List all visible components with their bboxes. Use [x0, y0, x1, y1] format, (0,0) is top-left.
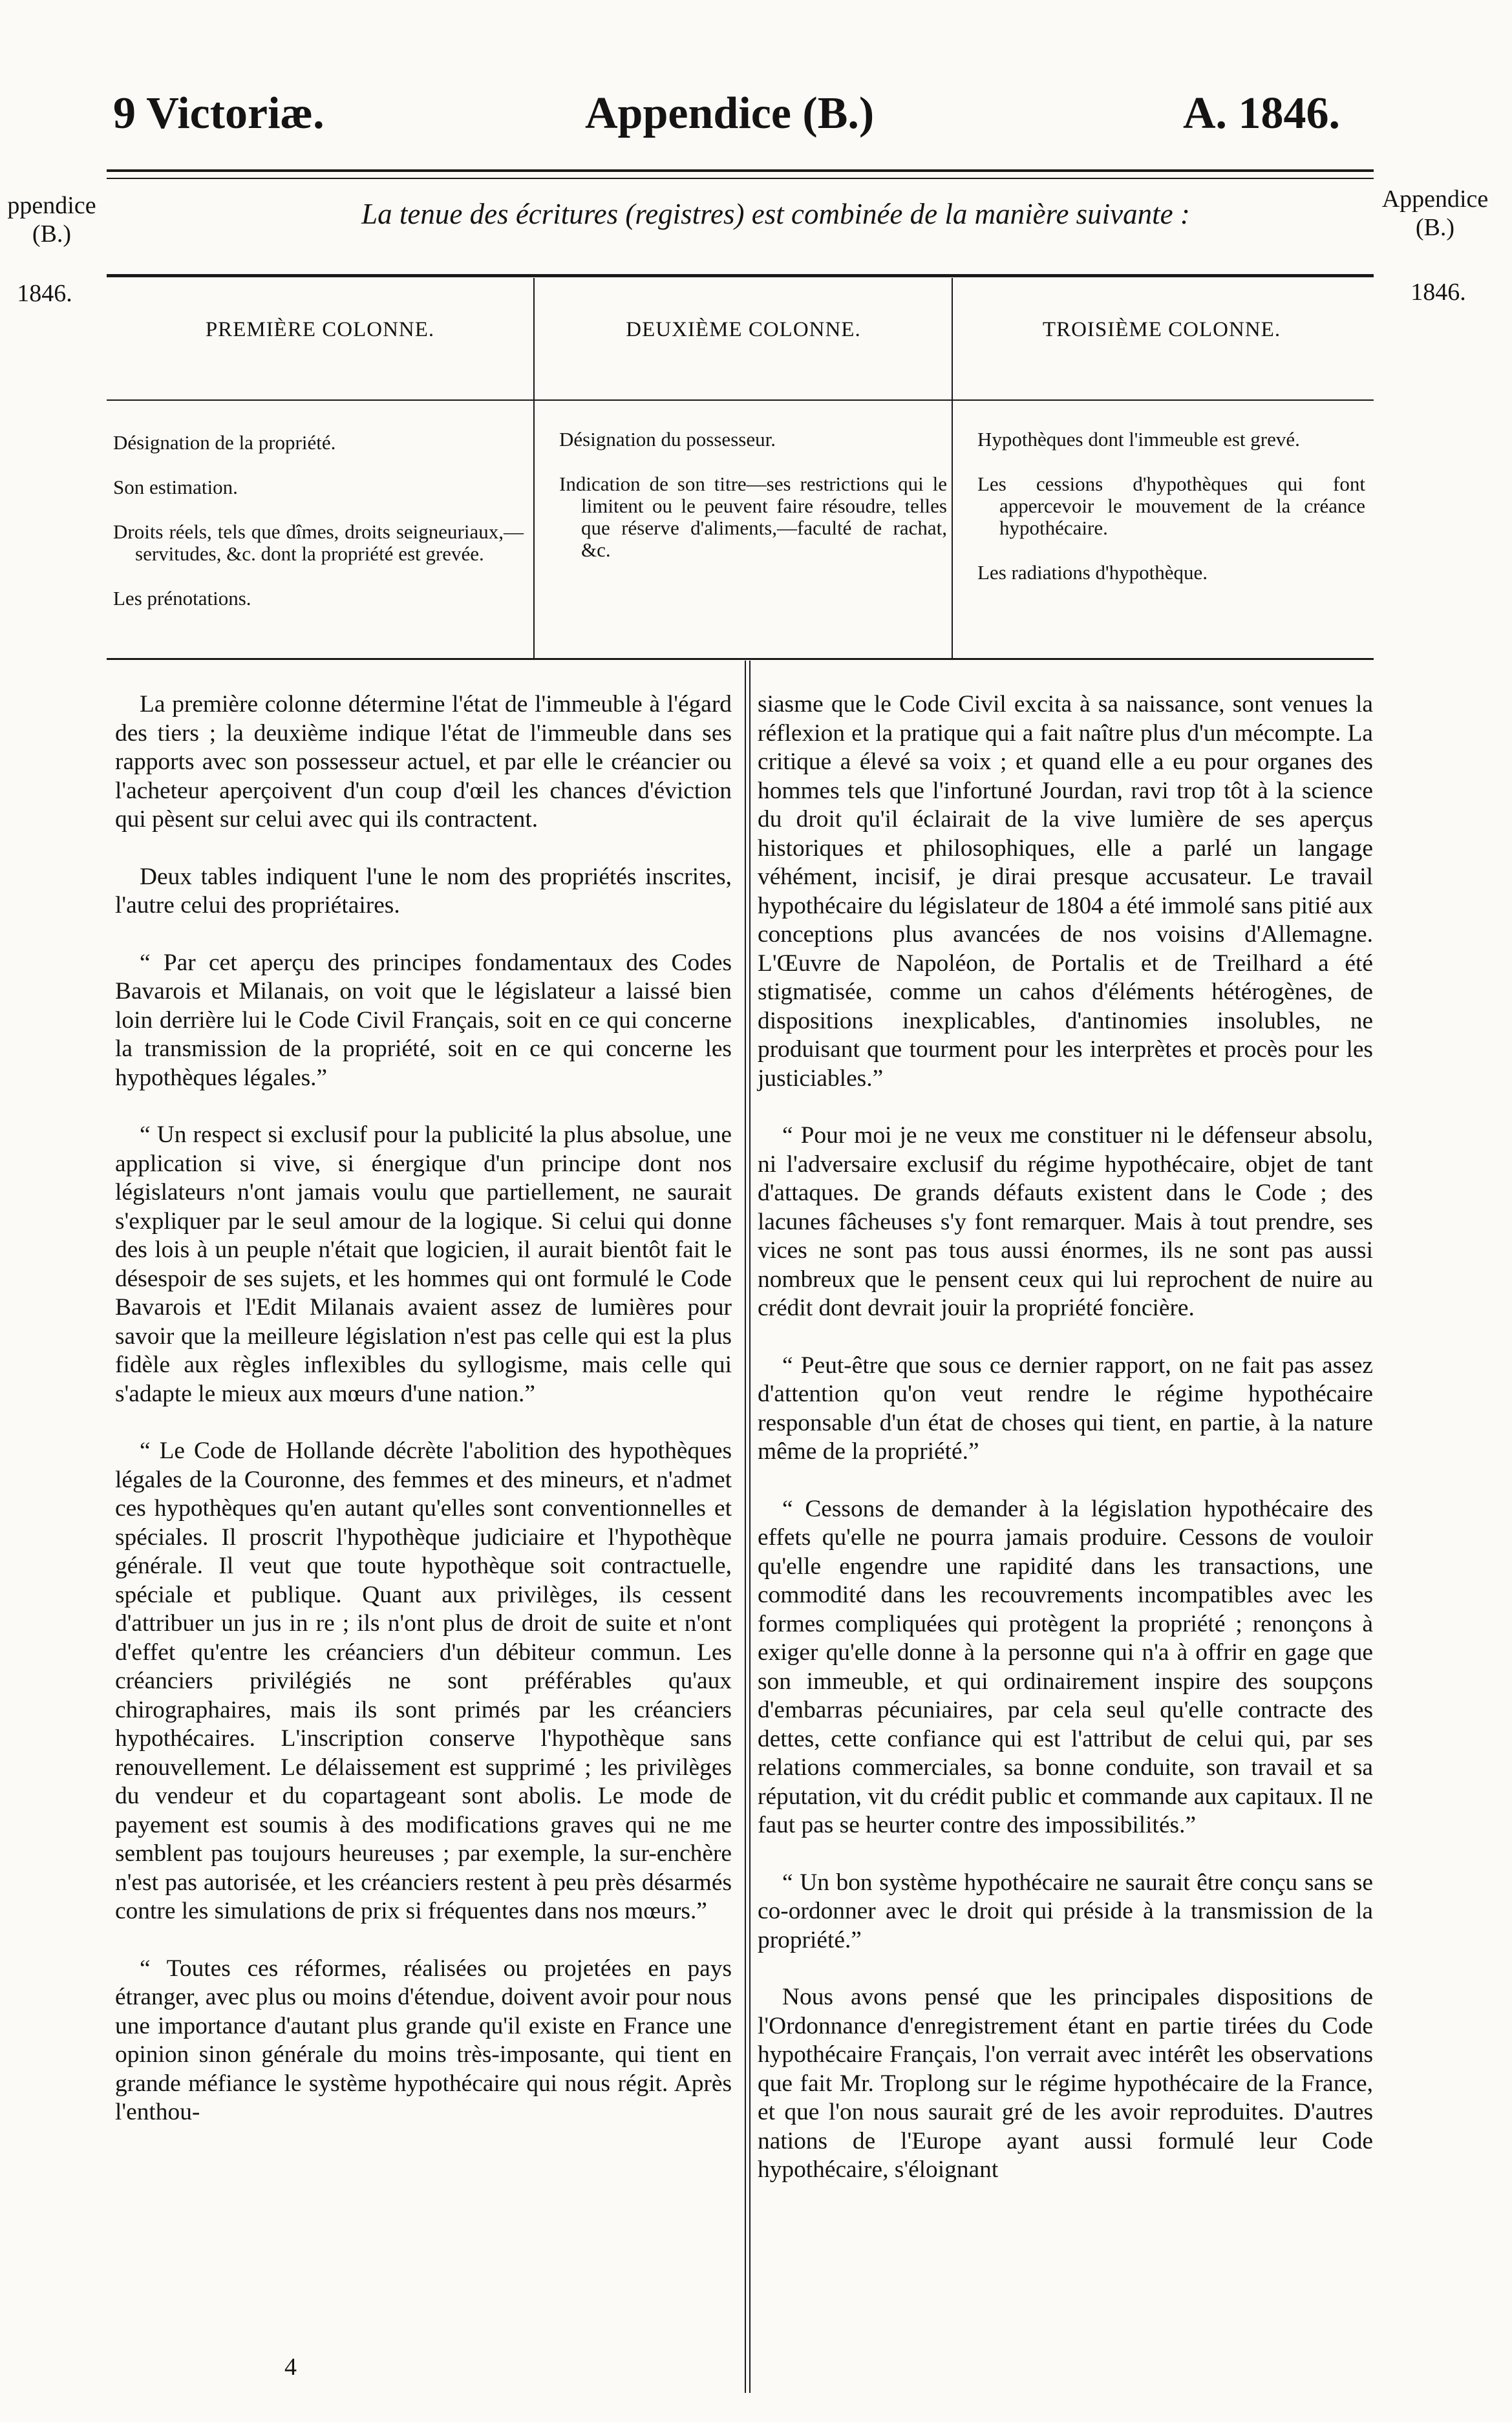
table-rule-bottom	[107, 658, 1374, 660]
table-col2-item: Indication de son titre—ses restrictions qui le limitent ou le peuvent faire résoudre, telles que réserve d'aliments,—faculté de rachat, &c.	[559, 473, 947, 561]
table-header-col1: PREMIÈRE COLONNE.	[205, 318, 435, 341]
header-rule-bottom	[107, 178, 1374, 179]
page-number: 4	[284, 2353, 297, 2381]
intro-sentence: La tenue des écritures (registres) est combinée de la manière suivante :	[361, 198, 1190, 230]
column-divider-left	[745, 661, 746, 2393]
margin-right-line2: (B.)	[1415, 214, 1455, 241]
margin-left-line1: ppendice	[7, 192, 96, 219]
table-rule-top	[107, 274, 1374, 277]
margin-left-year: 1846.	[17, 280, 72, 307]
margin-note-left	[0, 191, 103, 248]
body-right-column	[758, 690, 1373, 2185]
margin-note-right	[1364, 185, 1506, 242]
table-divider-2	[952, 278, 953, 659]
body-right-paragraph: siasme que le Code Civil excita à sa naissance, sont venues la réflexion et la pratique qui a fait naître plus d'un mécompte. La critique a élevé sa voix ; et quand elle a eu pour organes des hommes tels que l'infortuné Jourdan, ravi trop tôt à la science du droit qu'il éclairait de la vive lumière de ses aperçus historiques et philosophiques, elle a parlé un langage véhément, incisif, je dirai presque accusateur. Le travail hypothécaire du législateur de 1804 a été immolé sans pitié aux conceptions plus avancées de nos voisins d'Allemagne. L'Œuvre de Napoléon, de Portalis et de Treilhard a été stigmatisée, comme un cahos d'éléments hétérogènes, de dispositions inexplicables, d'antinomies insolubles, ne produisant que tourment pour les interprètes et procès pour les justiciables.”	[758, 691, 1373, 1092]
margin-right-line1: Appendice	[1381, 186, 1489, 213]
table-header-col2: DEUXIÈME COLONNE.	[626, 318, 861, 341]
table-divider-1	[533, 278, 535, 659]
body-left-column	[115, 690, 732, 2127]
table-cell-col1	[113, 432, 524, 632]
margin-left-line2: (B.)	[32, 220, 72, 248]
header-rule-top	[107, 169, 1374, 172]
table-col1-item: Désignation de la propriété.	[113, 431, 336, 454]
body-right-paragraph: “ Peut-être que sous ce dernier rapport, on ne fait pas assez d'attention qu'on veut rendre le régime hypothécaire responsable d'un état de choses qui tient, en partie, à la nature même de la propriété.”	[758, 1352, 1373, 1465]
table-col3-item: Les radiations d'hypothèque.	[977, 561, 1208, 584]
table-col3-item: Les cessions d'hypothèques qui font appercevoir le mouvement de la créance hypothécaire.	[977, 473, 1365, 539]
table-col1-item: Les prénotations.	[113, 587, 251, 610]
margin-right-year: 1846.	[1411, 279, 1466, 306]
table-col1-item: Droits réels, tels que dîmes, droits seigneuriaux,—servitudes, &c. dont la propriété est grevée.	[113, 520, 524, 565]
table-col3-item: Hypothèques dont l'immeuble est grevé.	[977, 428, 1300, 451]
body-left-paragraph: La première colonne détermine l'état de l'immeuble à l'égard des tiers ; la deuxième indique l'état de l'immeuble dans ses rapports avec son possesseur actuel, et par elle le créancier ou l'acheteur aperçoivent d'un coup d'œil les chances d'éviction qui pèsent sur celui avec qui ils contractent.	[115, 691, 732, 833]
body-left-paragraph: “ Toutes ces réformes, réalisées ou projetées en pays étranger, avec plus ou moins d'étendue, doivent avoir pour nous une importance d'autant plus grande qu'il existe en France une opinion sinon générale du moins très-imposante, qui tient en grande méfiance le système hypothécaire qui nous régit. Après l'enthou-	[115, 1955, 732, 2125]
body-left-paragraph: Deux tables indiquent l'une le nom des propriétés inscrites, l'autre celui des propriétaires.	[115, 863, 732, 919]
table-col2-item: Désignation du possesseur.	[559, 428, 776, 451]
body-right-paragraph: “ Cessons de demander à la législation hypothécaire des effets qu'elle ne pourra jamais produire. Cessons de vouloir qu'elle engendre une rapidité dans les transactions, une commodité dans les recouvrements incompatibles avec les formes compliquées qui protègent la propriété ; renonçons à exiger qu'elle donne à la personne qui n'a à offrir en gage que son immeuble, et qui ordinairement inspire des soupçons d'embarras pécuniaires, par cela seul qu'elle contracte des dettes, cette confiance qui est l'attribut de celui qui, par ses relations commerciales, sa bonne conduite, son travail et sa réputation, vit du crédit public et commande aux capitaux. Il ne faut pas se heurter contre des impossibilités.”	[758, 1495, 1373, 1838]
table-col1-item: Son estimation.	[113, 476, 238, 498]
body-right-paragraph: “ Pour moi je ne veux me constituer ni le défenseur absolu, ni l'adversaire exclusif du régime hypothécaire, objet de tant d'attaques. De grands défauts existent dans le Code ; des lacunes fâcheuses s'y font remarquer. Mais à tout prendre, ses vices ne sont pas tous aussi énormes, ils ne sont pas aussi nombreux que le pensent ceux qui lui reprochent de nuire au crédit dont devrait jouir la propriété foncière.	[758, 1122, 1373, 1321]
header-right: A. 1846.	[1183, 89, 1341, 138]
column-divider-right	[749, 661, 751, 2393]
header-title: Appendice (B.)	[585, 89, 875, 138]
body-right-paragraph: Nous avons pensé que les principales dispositions de l'Ordonnance d'enregistrement étant en partie tirées du Code hypothécaire Français, l'on verrait avec intérêt les observations que fait Mr. Troplong sur le régime hypothécaire de la France, et que l'on nous saurait gré de les avoir reproduites. D'autres nations de l'Europe ayant aussi formulé leur Code hypothécaire, s'éloignant	[758, 1984, 1373, 2183]
body-left-paragraph: “ Par cet aperçu des principes fondamentaux des Codes Bavarois et Milanais, on voit que le législateur a laissé bien loin derrière lui le Code Civil Français, soit en ce qui concerne la transmission de la propriété, soit en ce qui concerne les hypothèques légales.”	[115, 949, 732, 1091]
body-right-paragraph: “ Un bon système hypothécaire ne saurait être conçu sans se co-ordonner avec le droit qui préside à la transmission de la propriété.”	[758, 1869, 1373, 1953]
table-rule-header	[107, 399, 1374, 401]
table-header-col3: TROISIÈME COLONNE.	[1042, 318, 1281, 341]
body-left-paragraph: “ Le Code de Hollande décrète l'abolition des hypothèques légales de la Couronne, des femmes et des mineurs, et n'admet ces hypothèques qu'en autant qu'elles sont conventionnelles et spéciales. Il proscrit l'hypothèque judiciaire et l'hypothèque générale. Il veut que toute hypothèque soit contractuelle, spéciale et publique. Quant aux privilèges, ils cessent d'attribuer un jus in re ; ils n'ont plus de droit de suite et n'ont d'effet qu'entre les créanciers d'un débiteur commun. Les créanciers privilégiés ne sont préférables qu'aux chirographaires, mais ils sont primés par les créanciers hypothécaires. L'inscription conserve l'hypothèque sans renouvellement. Le délaissement est supprimé ; les privilèges du vendeur et du copartageant sont abolis. Le mode de payement est soumis à des modifications graves qui ne me semblent pas toujours heureuses ; par exemple, la sur-enchère n'est pas autorisée, et les créanciers restent à peu près désarmés contre les simulations de prix si fréquentes dans nos mœurs.”	[115, 1438, 732, 1924]
table-cell-col3	[977, 429, 1365, 606]
header-left: 9 Victoriæ.	[113, 89, 325, 138]
body-left-paragraph: “ Un respect si exclusif pour la publicité la plus absolue, une application si vive, si énergique d'un principe dont nos législateurs n'ont jamais voulu que partiellement, ne saurait s'expliquer par le seul amour de la logique. Si celui qui donne des lois à un peuple n'était que logicien, il aurait bientôt fait le désespoir de ses sujets, et les hommes qui ont formulé le Code Bavarois et l'Edit Milanais avaient assez de lumières pour savoir que la meilleure législation n'est pas celle qui est la plus fidèle aux règles inflexibles du syllogisme, mais celle qui s'adapte le mieux aux mœurs d'une nation.”	[115, 1121, 732, 1407]
table-cell-col2	[559, 429, 947, 584]
